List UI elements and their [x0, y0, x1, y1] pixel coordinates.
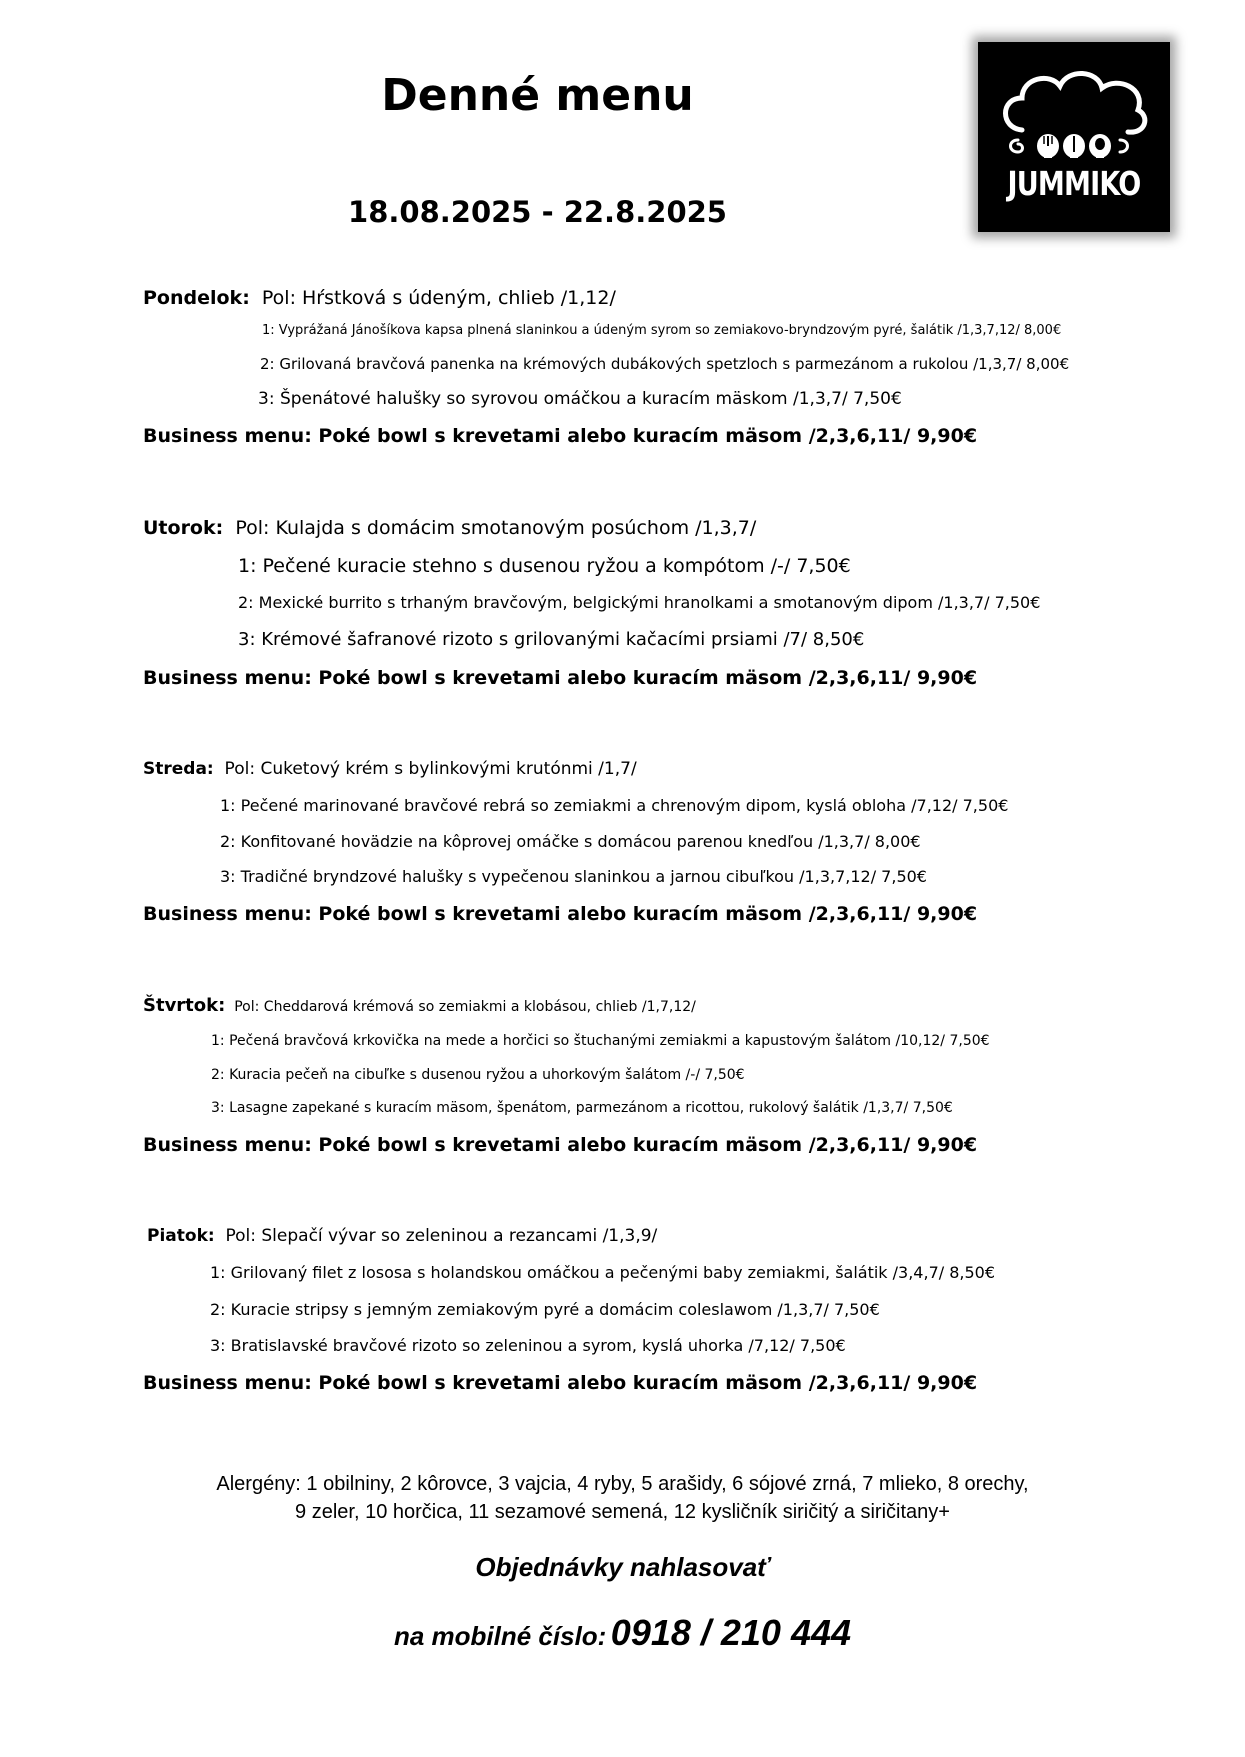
business-menu: Business menu: Poké bowl s krevetami alebo kuracím mäsom /2,3,6,11/ 9,90€ — [143, 903, 978, 925]
order-note: Objednávky nahlasovať — [475, 1552, 770, 1582]
menu-item: 3: Krémové šafranové rizoto s grilovanými kačacími prsiami /7/ 8,50€ — [238, 629, 865, 650]
phone-number: 0918 / 210 444 — [610, 1612, 852, 1653]
logo-wordmark: JUMMIKO — [1007, 164, 1141, 203]
business-menu: Business menu: Poké bowl s krevetami alebo kuracím mäsom /2,3,6,11/ 9,90€ — [143, 1372, 978, 1394]
day-heading-friday — [147, 1226, 657, 1246]
soup: Pol: Hŕstková s údeným, chlieb /1,12/ — [261, 287, 616, 309]
allergen-legend — [0, 1470, 1245, 1526]
soup: Pol: Slepačí vývar so zeleninou a rezancami /1,3,9/ — [225, 1226, 658, 1246]
day-name: Piatok: — [147, 1226, 215, 1246]
menu-item: 2: Kuracie stripsy s jemným zemiakovým pyré a domácim coleslawom /1,3,7/ 7,50€ — [210, 1300, 880, 1319]
soup: Pol: Cuketový krém s bylinkovými krutónmi /1,7/ — [224, 759, 637, 779]
day-heading-wednesday — [143, 759, 637, 779]
day-name: Streda: — [143, 759, 214, 779]
menu-item: 3: Tradičné bryndzové halušky s vypečenou slaninkou a jarnou cibuľkou /1,3,7,12/ 7,50€ — [220, 867, 927, 886]
menu-item: 3: Špenátové halušky so syrovou omáčkou a kuracím mäskom /1,3,7/ 7,50€ — [258, 389, 902, 409]
business-menu: Business menu: Poké bowl s krevetami alebo kuracím mäsom /2,3,6,11/ 9,90€ — [143, 667, 978, 689]
menu-item: 3: Lasagne zapekané s kuracím mäsom, špenátom, parmezánom a ricottou, rukolový šalátik /1,3,7/ 7,50€ — [211, 1100, 953, 1116]
page-title: Denné menu — [381, 70, 694, 121]
menu-item: 2: Kuracia pečeň na cibuľke s dusenou ryžou a uhorkovým šalátom /-/ 7,50€ — [211, 1067, 745, 1083]
menu-item: 1: Vyprážaná Jánošíkova kapsa plnená slaninkou a údeným syrom so zemiakovo-bryndzovým pyré, šalátik /1,3,7,12/ 8,00€ — [262, 323, 1062, 338]
business-menu: Business menu: Poké bowl s krevetami alebo kuracím mäsom /2,3,6,11/ 9,90€ — [143, 1134, 978, 1156]
menu-item: 2: Konfitované hovädzie na kôprovej omáčke s domácou parenou knedľou /1,3,7/ 8,00€ — [220, 832, 921, 851]
menu-item: 1: Pečené marinované bravčové rebrá so zemiakmi a chrenovým dipom, kyslá obloha /7,12/ 7,50€ — [220, 796, 1009, 815]
soup: Pol: Kulajda s domácim smotanovým posúchom /1,3,7/ — [235, 517, 757, 539]
day-name: Štvrtok: — [143, 995, 226, 1016]
day-heading-monday — [143, 287, 616, 309]
menu-item: 2: Mexické burrito s trhaným bravčovým, belgickými hranolkami a smotanovým dipom /1,3,7/ 7,50€ — [238, 593, 1041, 612]
allergen-line: Alergény: 1 obilniny, 2 kôrovce, 3 vajcia, 4 ryby, 5 arašidy, 6 sójové zrná, 7 mlieko, 8 orechy, — [216, 1473, 1029, 1495]
day-heading-tuesday — [143, 517, 756, 539]
menu-item: 1: Grilovaný filet z lososa s holandskou omáčkou a pečenými baby zemiakmi, šalátik /3,4,7/ 8,50€ — [210, 1263, 996, 1282]
menu-item: 3: Bratislavské bravčové rizoto so zeleninou a syrom, kyslá uhorka /7,12/ 7,50€ — [210, 1336, 846, 1355]
menu-item: 1: Pečené kuracie stehno s dusenou ryžou a kompótom /-/ 7,50€ — [238, 555, 851, 577]
menu-item: 1: Pečená bravčová krkovička na mede a horčici so štuchanými zemiakmi a kapustovým šalátom /10,12/ 7,50€ — [211, 1033, 990, 1049]
allergen-line: 9 zeler, 10 horčica, 11 sezamové semená, 12 kysličník siričitý a siričitany+ — [295, 1501, 950, 1523]
day-heading-thursday — [143, 995, 696, 1016]
business-menu: Business menu: Poké bowl s krevetami alebo kuracím mäsom /2,3,6,11/ 9,90€ — [143, 425, 978, 447]
date-range: 18.08.2025 - 22.8.2025 — [348, 195, 727, 229]
day-name: Utorok: — [143, 517, 224, 539]
phone-line — [0, 1612, 1245, 1654]
jummiko-logo — [978, 42, 1170, 232]
soup: Pol: Cheddarová krémová so zemiakmi a klobásou, chlieb /1,7,12/ — [234, 999, 696, 1015]
day-name: Pondelok: — [143, 287, 250, 309]
menu-item: 2: Grilovaná bravčová panenka na krémových dubákových spetzloch s parmezánom a rukolou /1,3,7/ 8,00€ — [260, 355, 1070, 373]
phone-label: na mobilné číslo: — [393, 1621, 607, 1651]
chef-hat-icon — [978, 42, 1170, 232]
